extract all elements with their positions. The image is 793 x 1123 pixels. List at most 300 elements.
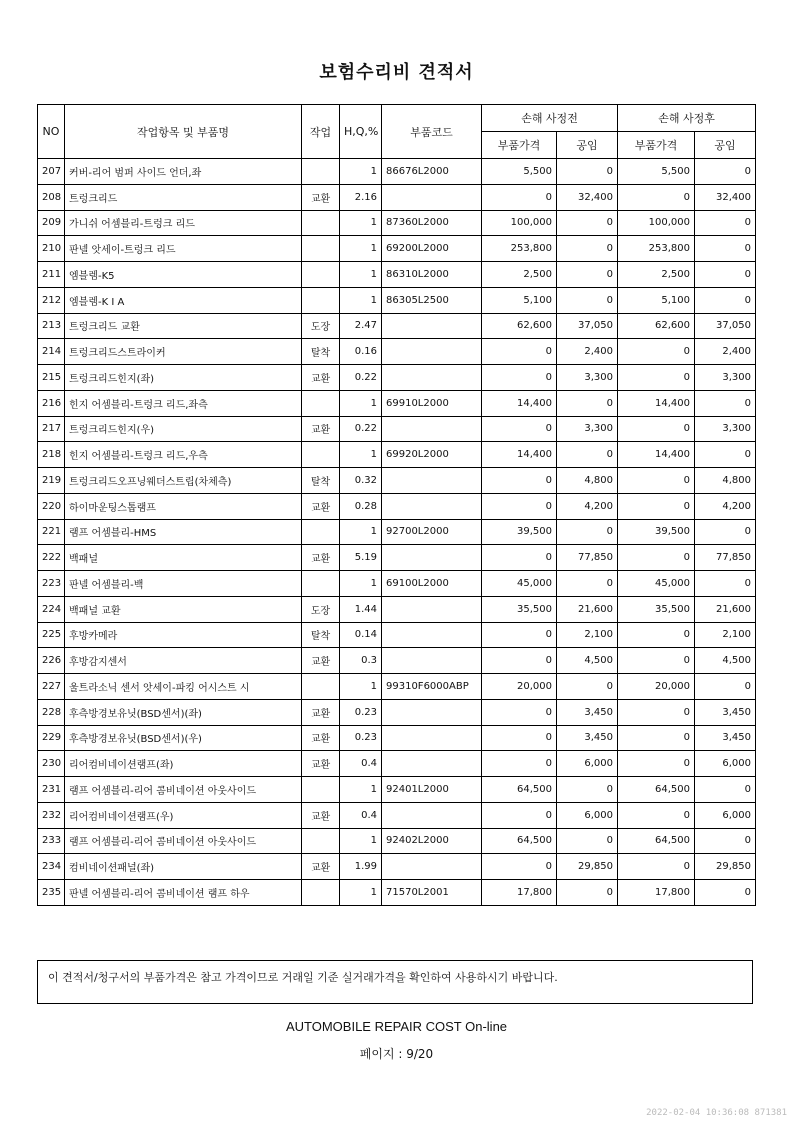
cell-labor-after: 0 [695,287,756,313]
cell-item-name: 트렁크리드오프닝웨더스트립(차체측) [65,468,302,494]
table-row [38,519,756,545]
cell-work: 교환 [302,725,340,751]
cell-part-code [382,365,482,391]
header-work: 작업 [302,105,340,159]
cell-labor-before: 0 [557,519,618,545]
cell-part-price-after: 0 [618,648,695,674]
cell-work [302,210,340,236]
cell-part-price-before: 5,100 [482,287,557,313]
cell-part-code: 92700L2000 [382,519,482,545]
cell-item-name: 커버-리어 범퍼 사이드 언더,좌 [65,159,302,185]
cell-part-code [382,725,482,751]
cell-item-name: 트렁크리드 교환 [65,313,302,339]
cell-hq: 0.32 [340,468,382,494]
cell-labor-before: 0 [557,159,618,185]
cell-no: 223 [38,571,65,597]
cell-part-price-before: 14,400 [482,442,557,468]
cell-part-code [382,622,482,648]
cell-no: 227 [38,674,65,700]
cell-part-price-before: 0 [482,416,557,442]
cell-no: 212 [38,287,65,313]
cell-part-price-after: 64,500 [618,828,695,854]
header-hq: H,Q,% [340,105,382,159]
cell-no: 217 [38,416,65,442]
cell-part-price-after: 0 [618,725,695,751]
cell-part-price-before: 64,500 [482,777,557,803]
cell-part-price-after: 0 [618,416,695,442]
cell-part-price-after: 0 [618,493,695,519]
cell-part-code: 92402L2000 [382,828,482,854]
cell-labor-before: 4,200 [557,493,618,519]
cell-labor-after: 2,100 [695,622,756,648]
table-row [38,777,756,803]
cell-hq: 1 [340,390,382,416]
cell-labor-after: 0 [695,390,756,416]
cell-item-name: 힌지 어셈블리-트렁크 리드,우측 [65,442,302,468]
cell-item-name: 하이마운팅스톱램프 [65,493,302,519]
cell-labor-after: 6,000 [695,802,756,828]
cell-no: 228 [38,699,65,725]
cell-hq: 0.23 [340,725,382,751]
cell-work [302,674,340,700]
cell-part-code: 69920L2000 [382,442,482,468]
cell-part-price-before: 253,800 [482,236,557,262]
table-row [38,854,756,880]
table-row [38,287,756,313]
cell-item-name: 트렁크리드힌지(우) [65,416,302,442]
table-row [38,880,756,906]
cell-hq: 2.47 [340,313,382,339]
cell-hq: 1 [340,571,382,597]
cell-part-code: 86676L2000 [382,159,482,185]
cell-work [302,880,340,906]
cell-labor-after: 6,000 [695,751,756,777]
cell-labor-before: 0 [557,777,618,803]
cell-work: 교환 [302,184,340,210]
cell-part-price-after: 5,500 [618,159,695,185]
cell-hq: 0.28 [340,493,382,519]
cell-labor-before: 3,300 [557,365,618,391]
cell-part-price-after: 14,400 [618,442,695,468]
cell-part-price-after: 20,000 [618,674,695,700]
table-row [38,828,756,854]
cell-labor-before: 3,450 [557,699,618,725]
cell-labor-before: 0 [557,236,618,262]
cell-part-price-before: 20,000 [482,674,557,700]
cell-part-price-before: 0 [482,184,557,210]
header-item-name: 작업항목 및 부품명 [65,105,302,159]
cell-labor-before: 0 [557,210,618,236]
cell-item-name: 컴비네이션패널(좌) [65,854,302,880]
cell-labor-before: 0 [557,442,618,468]
cell-labor-before: 77,850 [557,545,618,571]
table-row [38,442,756,468]
cell-hq: 1 [340,828,382,854]
table-row [38,468,756,494]
cell-part-price-before: 0 [482,339,557,365]
table-row [38,210,756,236]
cell-part-price-before: 0 [482,725,557,751]
cell-part-price-before: 0 [482,545,557,571]
cell-work [302,777,340,803]
cell-labor-after: 3,300 [695,365,756,391]
cell-part-code: 99310F6000ABP [382,674,482,700]
cell-no: 213 [38,313,65,339]
cell-labor-after: 0 [695,571,756,597]
cell-work [302,519,340,545]
table-row [38,545,756,571]
cell-part-code [382,545,482,571]
cell-part-price-before: 2,500 [482,262,557,288]
cell-no: 216 [38,390,65,416]
cell-item-name: 리어컴비네이션램프(좌) [65,751,302,777]
cell-work [302,571,340,597]
estimate-table [37,104,756,906]
cell-labor-before: 6,000 [557,802,618,828]
cell-work: 교환 [302,545,340,571]
table-row [38,596,756,622]
cell-part-price-before: 0 [482,468,557,494]
cell-part-price-before: 64,500 [482,828,557,854]
cell-work [302,287,340,313]
cell-part-price-before: 0 [482,648,557,674]
cell-no: 229 [38,725,65,751]
cell-work [302,828,340,854]
cell-part-price-after: 100,000 [618,210,695,236]
cell-item-name: 엠블렘-K I A [65,287,302,313]
table-body [38,159,756,906]
cell-part-price-after: 0 [618,622,695,648]
cell-part-price-before: 45,000 [482,571,557,597]
cell-no: 231 [38,777,65,803]
cell-work: 교환 [302,365,340,391]
cell-no: 230 [38,751,65,777]
price-notice: 이 견적서/청구서의 부품가격은 참고 가격이므로 거래일 기준 실거래가격을 확인하여 사용하시기 바랍니다. [37,960,753,1004]
cell-part-price-after: 64,500 [618,777,695,803]
cell-item-name: 램프 어셈블리-리어 콤비네이션 아웃사이드 [65,828,302,854]
cell-part-price-after: 0 [618,802,695,828]
cell-part-code [382,699,482,725]
cell-part-price-after: 0 [618,751,695,777]
cell-no: 207 [38,159,65,185]
cell-labor-after: 4,500 [695,648,756,674]
cell-labor-before: 4,500 [557,648,618,674]
cell-item-name: 트렁크리드스트라이커 [65,339,302,365]
cell-item-name: 판넬 앗세이-트렁크 리드 [65,236,302,262]
table-row [38,262,756,288]
table-header [38,105,756,159]
cell-labor-after: 0 [695,777,756,803]
cell-part-code: 69100L2000 [382,571,482,597]
cell-hq: 5.19 [340,545,382,571]
cell-hq: 0.16 [340,339,382,365]
cell-part-price-after: 17,800 [618,880,695,906]
cell-part-code [382,648,482,674]
header-labor-before: 공임 [557,132,618,159]
cell-labor-before: 3,300 [557,416,618,442]
cell-no: 234 [38,854,65,880]
header-no: NO [38,105,65,159]
cell-work: 교환 [302,854,340,880]
cell-labor-before: 4,800 [557,468,618,494]
cell-hq: 1 [340,262,382,288]
cell-labor-before: 3,450 [557,725,618,751]
cell-labor-after: 0 [695,159,756,185]
cell-part-code: 71570L2001 [382,880,482,906]
cell-labor-after: 32,400 [695,184,756,210]
header-after-adjustment: 손해 사정후 [618,105,756,132]
cell-item-name: 후측방경보유닛(BSD센서)(좌) [65,699,302,725]
cell-hq: 1.44 [340,596,382,622]
cell-item-name: 후방카메라 [65,622,302,648]
cell-hq: 1.99 [340,854,382,880]
cell-hq: 1 [340,519,382,545]
cell-no: 232 [38,802,65,828]
cell-part-code: 69200L2000 [382,236,482,262]
cell-part-price-before: 0 [482,622,557,648]
table-row [38,622,756,648]
cell-labor-before: 6,000 [557,751,618,777]
table-row [38,802,756,828]
cell-part-code [382,468,482,494]
cell-part-price-after: 0 [618,365,695,391]
cell-work: 교환 [302,648,340,674]
cell-part-price-before: 0 [482,751,557,777]
table-row [38,674,756,700]
cell-part-price-before: 0 [482,365,557,391]
cell-part-code [382,416,482,442]
cell-part-price-after: 0 [618,854,695,880]
cell-no: 218 [38,442,65,468]
cell-labor-after: 0 [695,880,756,906]
cell-labor-after: 0 [695,828,756,854]
cell-part-price-before: 5,500 [482,159,557,185]
cell-part-price-before: 39,500 [482,519,557,545]
cell-part-code [382,339,482,365]
cell-labor-after: 3,300 [695,416,756,442]
cell-item-name: 판넬 어셈블리-리어 콤비네이션 램프 하우 [65,880,302,906]
table-row [38,236,756,262]
cell-labor-after: 4,800 [695,468,756,494]
cell-part-price-after: 39,500 [618,519,695,545]
table-row [38,751,756,777]
cell-item-name: 램프 어셈블리-HMS [65,519,302,545]
cell-item-name: 램프 어셈블리-리어 콤비네이션 아웃사이드 [65,777,302,803]
cell-part-code [382,184,482,210]
cell-labor-before: 0 [557,880,618,906]
cell-part-code [382,596,482,622]
cell-labor-after: 29,850 [695,854,756,880]
cell-no: 210 [38,236,65,262]
cell-hq: 1 [340,287,382,313]
cell-part-code [382,854,482,880]
cell-hq: 2.16 [340,184,382,210]
table-row [38,339,756,365]
cell-labor-before: 32,400 [557,184,618,210]
cell-labor-before: 0 [557,571,618,597]
cell-hq: 0.4 [340,751,382,777]
cell-labor-before: 2,400 [557,339,618,365]
cell-no: 209 [38,210,65,236]
cell-item-name: 트렁크리드힌지(좌) [65,365,302,391]
header-part-price-before: 부품가격 [482,132,557,159]
cell-item-name: 백패널 [65,545,302,571]
cell-work: 교환 [302,416,340,442]
cell-item-name: 백패널 교환 [65,596,302,622]
table-row [38,313,756,339]
cell-labor-after: 3,450 [695,699,756,725]
cell-hq: 1 [340,210,382,236]
cell-work: 교환 [302,751,340,777]
cell-part-code [382,751,482,777]
cell-part-price-after: 0 [618,339,695,365]
cell-part-price-before: 0 [482,802,557,828]
cell-hq: 1 [340,159,382,185]
cell-item-name: 울트라소닉 센서 앗세이-파킹 어시스트 시 [65,674,302,700]
cell-labor-after: 0 [695,442,756,468]
cell-part-price-before: 0 [482,854,557,880]
cell-hq: 0.4 [340,802,382,828]
cell-no: 215 [38,365,65,391]
cell-part-code [382,313,482,339]
header-part-price-after: 부품가격 [618,132,695,159]
cell-part-price-after: 0 [618,468,695,494]
cell-hq: 1 [340,236,382,262]
cell-labor-after: 3,450 [695,725,756,751]
cell-part-price-after: 5,100 [618,287,695,313]
table-row [38,571,756,597]
cell-no: 235 [38,880,65,906]
cell-part-price-before: 100,000 [482,210,557,236]
cell-hq: 0.3 [340,648,382,674]
document-title: 보험수리비 견적서 [319,62,474,83]
table-row [38,725,756,751]
cell-part-price-after: 62,600 [618,313,695,339]
cell-hq: 1 [340,442,382,468]
cell-part-price-after: 0 [618,699,695,725]
cell-part-price-after: 253,800 [618,236,695,262]
cell-work: 교환 [302,493,340,519]
cell-hq: 0.22 [340,416,382,442]
cell-labor-after: 4,200 [695,493,756,519]
table-row [38,159,756,185]
cell-work: 도장 [302,313,340,339]
cell-hq: 1 [340,880,382,906]
cell-part-code: 87360L2000 [382,210,482,236]
cell-part-price-after: 0 [618,545,695,571]
header-before-adjustment: 손해 사정전 [482,105,618,132]
header-part-code: 부품코드 [382,105,482,159]
cell-labor-after: 37,050 [695,313,756,339]
cell-part-price-after: 2,500 [618,262,695,288]
cell-part-price-after: 35,500 [618,596,695,622]
cell-part-price-before: 62,600 [482,313,557,339]
cell-no: 219 [38,468,65,494]
cell-labor-before: 0 [557,828,618,854]
cell-work [302,390,340,416]
cell-work [302,262,340,288]
cell-labor-before: 0 [557,262,618,288]
cell-hq: 0.22 [340,365,382,391]
cell-item-name: 리어컴비네이션램프(우) [65,802,302,828]
cell-labor-before: 21,600 [557,596,618,622]
cell-no: 208 [38,184,65,210]
page-number: 페이지 : 9/20 [359,1047,434,1061]
cell-work: 탈착 [302,468,340,494]
cell-hq: 1 [340,674,382,700]
cell-labor-before: 0 [557,674,618,700]
table-row [38,699,756,725]
cell-labor-after: 0 [695,236,756,262]
cell-part-price-before: 14,400 [482,390,557,416]
cell-item-name: 엠블렘-K5 [65,262,302,288]
cell-labor-before: 0 [557,390,618,416]
cell-labor-after: 0 [695,519,756,545]
cell-part-code [382,493,482,519]
cell-labor-before: 2,100 [557,622,618,648]
cell-labor-after: 77,850 [695,545,756,571]
cell-no: 222 [38,545,65,571]
cell-no: 226 [38,648,65,674]
cell-labor-after: 0 [695,674,756,700]
cell-part-code: 86310L2000 [382,262,482,288]
cell-no: 211 [38,262,65,288]
cell-labor-before: 0 [557,287,618,313]
table-row [38,184,756,210]
cell-labor-after: 0 [695,210,756,236]
cell-labor-before: 37,050 [557,313,618,339]
cell-hq: 0.14 [340,622,382,648]
cell-item-name: 후측방경보유닛(BSD센서)(우) [65,725,302,751]
cell-work [302,442,340,468]
cell-no: 225 [38,622,65,648]
cell-part-code: 92401L2000 [382,777,482,803]
cell-no: 214 [38,339,65,365]
cell-part-code: 69910L2000 [382,390,482,416]
cell-no: 224 [38,596,65,622]
cell-work [302,159,340,185]
cell-work: 탈착 [302,339,340,365]
cell-part-price-before: 0 [482,699,557,725]
footer-brand: AUTOMOBILE REPAIR COST On-line [285,1019,508,1034]
cell-labor-after: 21,600 [695,596,756,622]
cell-no: 233 [38,828,65,854]
cell-part-price-after: 45,000 [618,571,695,597]
cell-item-name: 가니쉬 어셈블리-트렁크 리드 [65,210,302,236]
cell-labor-before: 29,850 [557,854,618,880]
cell-work: 교환 [302,802,340,828]
cell-no: 221 [38,519,65,545]
table-row [38,390,756,416]
header-labor-after: 공임 [695,132,756,159]
cell-work: 교환 [302,699,340,725]
cell-work [302,236,340,262]
cell-item-name: 후방감지센서 [65,648,302,674]
cell-part-price-before: 35,500 [482,596,557,622]
cell-no: 220 [38,493,65,519]
cell-part-price-before: 17,800 [482,880,557,906]
cell-part-code: 86305L2500 [382,287,482,313]
table-row [38,493,756,519]
cell-item-name: 힌지 어셈블리-트렁크 리드,좌측 [65,390,302,416]
cell-work: 도장 [302,596,340,622]
cell-item-name: 판넬 어셈블리-백 [65,571,302,597]
print-timestamp: 2022-02-04 10:36:08 871381 [646,1108,787,1118]
table-row [38,648,756,674]
cell-work: 탈착 [302,622,340,648]
cell-labor-after: 0 [695,262,756,288]
cell-hq: 1 [340,777,382,803]
